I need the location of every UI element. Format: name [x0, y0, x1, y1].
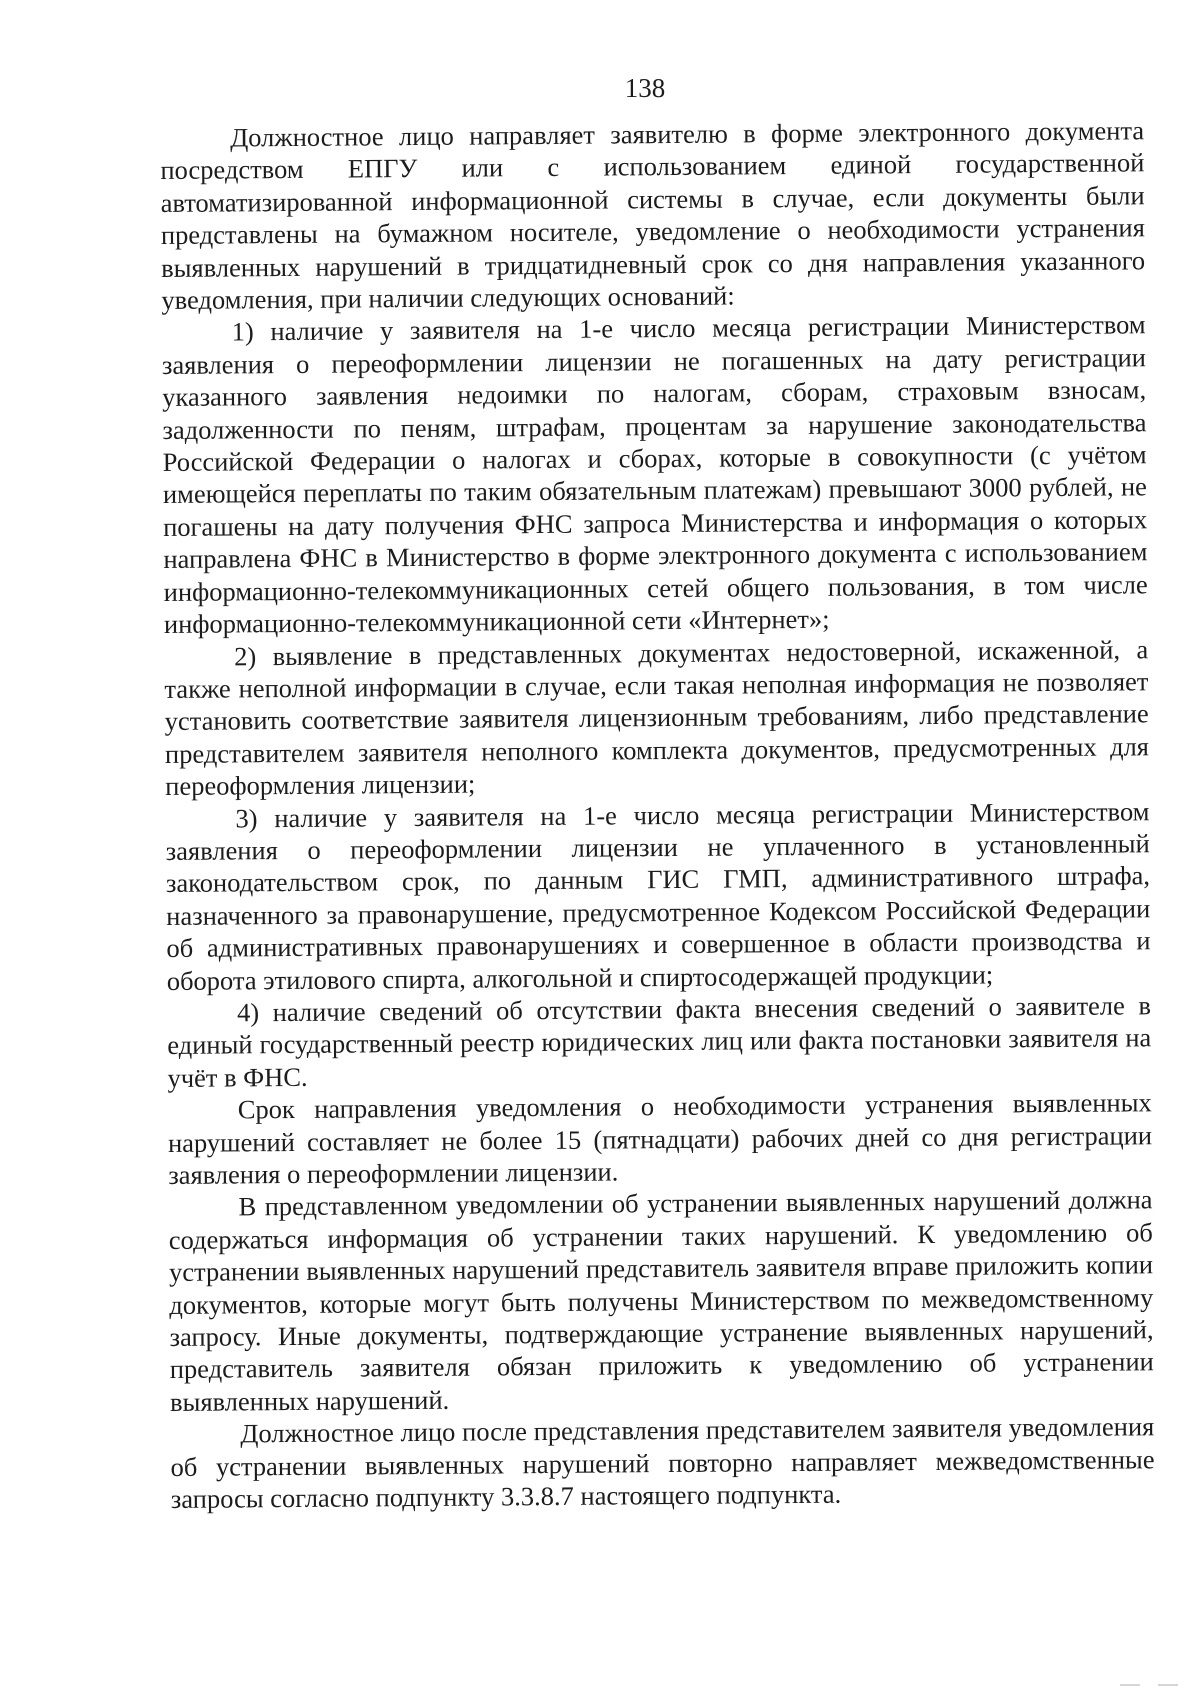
paragraph-intro: Должностное лицо направляет заявителю в форме электронного документа посредством ЕПГУ или с использованием единой государственной автоматизированной информационной системы в случае, если документы были представлены на бумажном носителе, уведомление о необходимости устранения выявленных нарушений в тридцатидневный срок со дня направления указанного уведомления, при наличии следующих оснований:: [160, 115, 1146, 316]
paragraph-notice-content: В представленном уведомлении об устранении выявленных нарушений должна содержаться информация об устранении таких нарушений. К уведомлению об устранении выявленных нарушений представитель заявителя вправе приложить копии документов, которые могут быть получены Министерством по межведомственному запросу. Иные документы, подтверждающие устранение выявленных нарушений, представитель заявителя обязан приложить к уведомлению об устранении выявленных нарушений.: [168, 1184, 1154, 1417]
paragraph-deadline: Срок направления уведомления о необходимости устранения выявленных нарушений составляет не более 15 (пятнадцати) рабочих дней со дня регистрации заявления о переоформлении лицензии.: [167, 1087, 1153, 1190]
scan-artifact-mark: [1120, 1684, 1140, 1686]
scan-artifact-mark: [1158, 1684, 1178, 1686]
paragraph-item-1: 1) наличие у заявителя на 1-е число месяца регистрации Министерством заявления о переоформлении лицензии не погашенных на дату регистрации указанного заявления недоимки по налогам, сборам, страховым взносам, задолженности по пеням, штрафам, процентам за нарушение законодательства Российской Федерации о налогах и сборах, которые в совокупности (с учётом имеющейся переплаты по таким обязательным платежам) превышают 3000 рублей, не погашены на дату получения ФНС запроса Министерства и информация о которых направлена ФНС в Министерство в форме электронного документа с использованием информационно-телекоммуникационных сетей общего пользования, в том числе информационно-телекоммуникационной сети «Интернет»;: [161, 309, 1148, 640]
paragraph-item-3: 3) наличие у заявителя на 1-е число месяца регистрации Министерством заявления о переоформлении лицензии не уплаченного в установленный законодательством срок, по данным ГИС ГМП, административного штрафа, назначенного за правонарушение, предусмотренное Кодексом Российской Федерации об административных правонарушениях и совершенное в области производства и оборота этилового спирта, алкогольной и спиртосодержащей продукции;: [165, 795, 1151, 996]
paragraph-repeat-requests: Должностное лицо после представления представителем заявителя уведомления об устранении выявленных нарушений повторно направляет межведомственные запросы согласно подпункту 3.3.8.7 настоящего подпункта.: [170, 1411, 1155, 1515]
paragraph-item-4: 4) наличие сведений об отсутствии факта внесения сведений о заявителе в единый государственный реестр юридических лиц или факта постановки заявителя на учёт в ФНС.: [167, 990, 1152, 1093]
paragraph-item-2: 2) выявление в представленных документах недостоверной, искаженной, а также неполной информации в случае, если такая неполная информация не позволяет установить соответствие заявителя лицензионным требованиям, либо представление представителем заявителя неполного комплекта документов, предусмотренных для переоформления лицензии;: [164, 633, 1150, 802]
page-number: 138: [624, 73, 666, 103]
document-body: [160, 114, 1155, 1515]
